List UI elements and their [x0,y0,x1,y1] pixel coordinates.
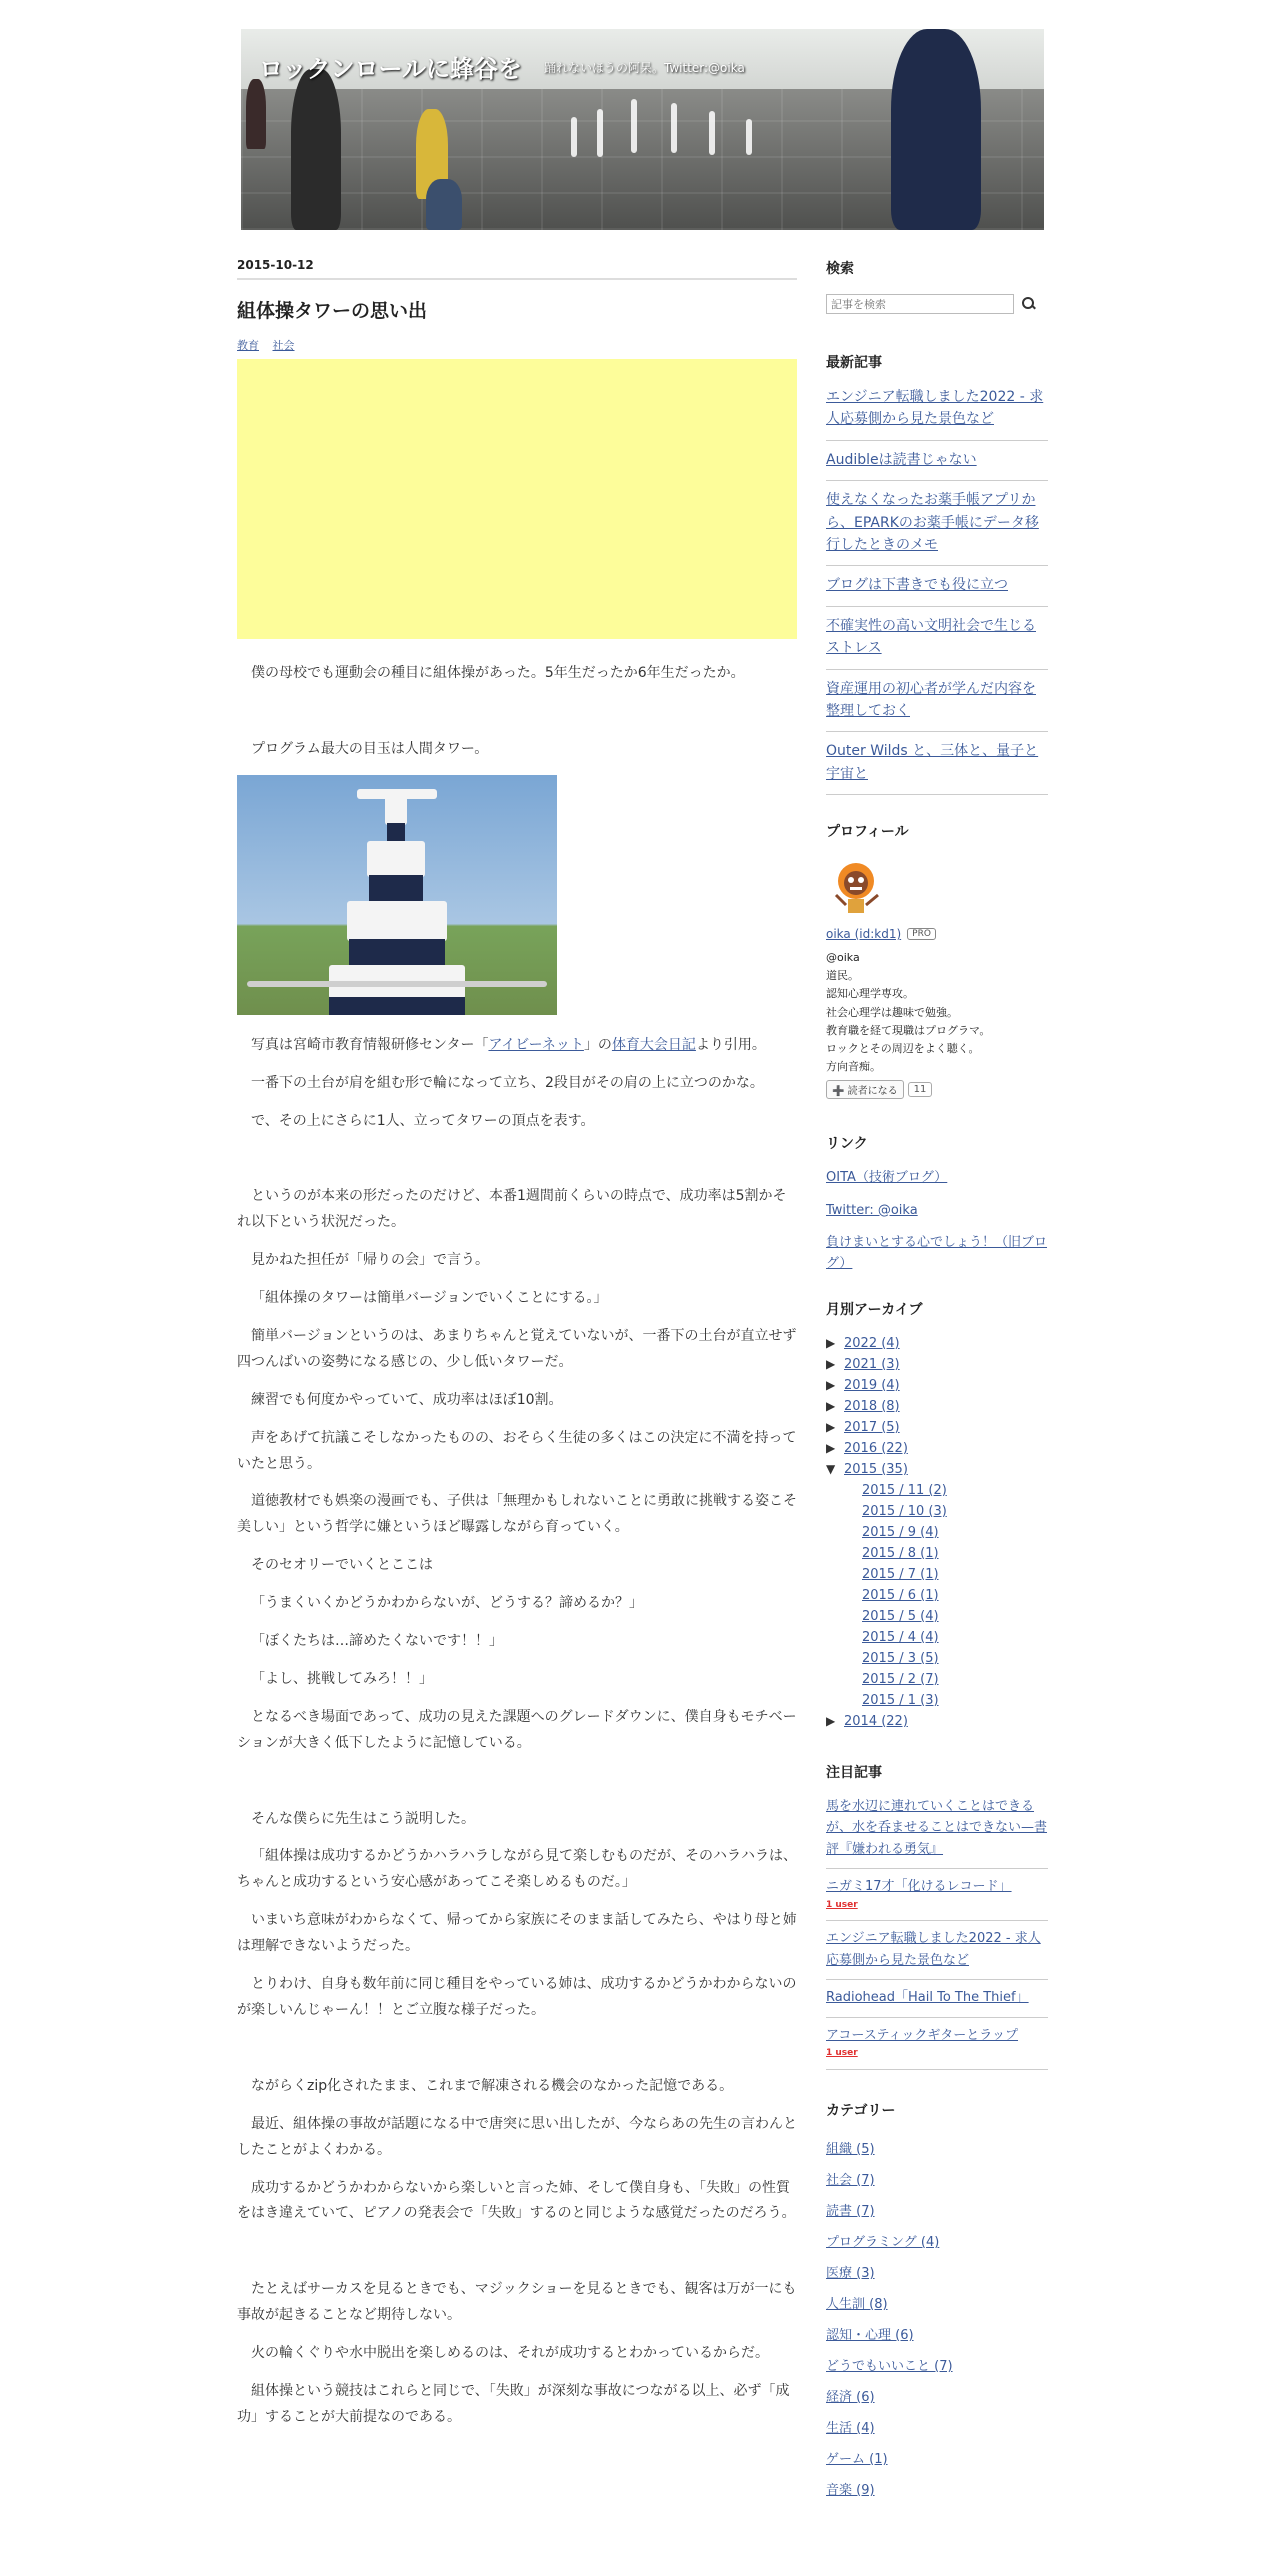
archive-month-link[interactable]: 2015 / 8 (1) [862,1545,939,1561]
site-description: 踊れないほうの阿呆。Twitter:@oika [544,61,745,75]
recent-entry-item [826,670,1048,733]
entry-paragraph: ながらくzip化されたまま、これまで解凍される機会のなかった記憶である。 [251,2077,734,2094]
featured-title: 注目記事 [826,1764,882,1781]
link-item [826,1167,1048,1188]
recent-entry-link[interactable]: ブログは下書きでも役に立つ [826,577,1008,594]
fountain-jet [709,111,715,155]
entry-body [237,661,797,2431]
fountain-jet [597,109,603,157]
category-link[interactable]: プログラミング (4) [826,2235,940,2250]
recent-entry-item [826,481,1048,566]
entry-paragraph: いまいち意味がわからなくて、帰ってから家族にそのまま話してみたら、やはり母と姉は理解できないようだった。 [237,1912,797,1955]
category-link[interactable]: 音楽 (9) [826,2483,875,2498]
featured-entry-link[interactable]: エンジニア転職しました2022 - 求人応募側から見た景色など [826,1931,1041,1968]
category-item [826,2382,1048,2413]
category-link[interactable]: 医療 (3) [826,2266,875,2281]
entry-categories [237,337,797,353]
entry-paragraph: 見かねた担任が「帰りの会」で言う。 [251,1252,489,1269]
archive-year-link[interactable]: 2022 (4) [844,1335,900,1351]
external-link[interactable]: OITA（技術ブログ） [826,1170,948,1186]
archive-year-item [826,1417,1048,1438]
entry-category-link[interactable]: 社会 [272,339,295,352]
site-title-link[interactable]: ロックンロールに蜂谷を [259,55,523,83]
sidebar [826,258,1048,2506]
archive-year-link[interactable]: 2016 (22) [844,1440,908,1456]
archive-year-item [826,1375,1048,1396]
fountain-jet [631,99,637,153]
entry-title[interactable]: 組体操タワーの思い出 [237,300,428,322]
archive-month-link[interactable]: 2015 / 9 (4) [862,1524,939,1540]
photo-credit: 写真は宮崎市教育情報研修センター「アイビーネット」の体育大会日記より引用。 [251,1036,766,1053]
recent-entry-link[interactable]: 資産運用の初心者が学んだ内容を整理しておく [826,680,1036,719]
archive-year-item [826,1711,1048,1732]
archive-month-link[interactable]: 2015 / 1 (3) [862,1692,939,1708]
category-item [826,2165,1048,2196]
subscribe-button[interactable]: ➕ 読者になる [826,1080,904,1099]
category-link[interactable]: 読書 (7) [826,2204,875,2219]
category-item [826,2227,1048,2258]
archive-month-item [826,1564,1048,1585]
archive-month-link[interactable]: 2015 / 11 (2) [862,1482,947,1498]
archive-year-link[interactable]: 2018 (8) [844,1398,900,1414]
featured-entry-item [826,2018,1048,2070]
category-link[interactable]: 社会 (7) [826,2173,875,2188]
bookmark-users-badge[interactable]: 1 user [826,2048,858,2059]
entry-category-link[interactable]: 教育 [237,339,259,352]
featured-entry-item [826,1796,1048,1869]
archive-month-item [826,1480,1048,1501]
entry-paragraph: 「うまくいくかどうかわからないが、どうする？諦めるか？」 [251,1595,643,1612]
featured-entry-link[interactable]: アコースティックギターとラップ [826,2027,1019,2043]
entry-paragraph: となるべき場面であって、成功の見えた課題へのグレードダウンに、僕自身もモチベーションが大きく低下したように記憶している。 [237,1708,797,1751]
links-module [826,1133,1048,1275]
archive-year-link[interactable]: 2021 (3) [844,1356,900,1372]
entry-paragraph: 火の輪くぐりや水中脱出を楽しめるのは、それが成功するとわかっているからだ。 [251,2345,769,2362]
featured-entry-item [826,1921,1048,1980]
category-item [826,2289,1048,2320]
category-item [826,2444,1048,2475]
recent-entry-link[interactable]: Audibleは読書じゃない [826,451,977,468]
expand-toggle-icon[interactable]: ▶ [826,1713,836,1728]
recent-entry-item [826,386,1048,441]
bookmark-users-badge[interactable]: 1 user [826,1899,858,1910]
entry-paragraph: とりわけ、自身も数年前に同じ種目をやっている姉は、成功するかどうかわからないのが楽しいんじゃーん！！とご立腹な様子だった。 [237,1976,797,2018]
fountain-jet [571,117,577,157]
featured-entry-item [826,1980,1048,2017]
credit-link-ivynet[interactable]: アイビーネット [488,1036,584,1053]
profile-title: プロフィール [826,824,909,841]
category-link[interactable]: 生活 (4) [826,2421,875,2436]
recent-entry-link[interactable]: 使えなくなったお薬手帳アプリから、EPARKのお薬手帳にデータ移行したときのメモ [826,492,1039,553]
entry-paragraph: 声をあげて抗議こそしなかったものの、おそらく生徒の多くはこの決定に不満を持っていたと思う。 [237,1429,797,1472]
entry-paragraph: 「組体操は成功するかどうかハラハラしながら見て楽しむものだが、そのハラハラは、ちゃんと成功するという安心感があってこそ楽しめるものだ。」 [237,1848,797,1891]
category-item [826,2320,1048,2351]
recent-entry-item [826,732,1048,795]
category-item [826,2134,1048,2165]
profile-line: 認知心理学専攻。 [826,987,914,1001]
category-link[interactable]: 経済 (6) [826,2390,875,2405]
search-icon[interactable] [1022,297,1036,311]
advertisement-placeholder[interactable] [237,359,797,639]
recent-entry-item [826,566,1048,606]
entry-paragraph: プログラム最大の目玉は人間タワー。 [251,740,489,757]
entry-paragraph: 練習でも何度かやっていて、成功率はほぼ10割。 [251,1391,563,1408]
recent-entry-link[interactable]: Outer Wilds と、三体と、量子と宇宙と [826,743,1039,782]
expand-toggle-icon[interactable]: ▶ [826,1440,836,1455]
external-link[interactable]: Twitter: @oika [826,1202,918,1218]
entry-paragraph: 簡単バージョンというのは、あまりちゃんと覚えていないが、一番下の土台が直立せず四つんばいの姿勢になる感じの、少し低いタワーだ。 [237,1328,797,1370]
entry-date: 2015-10-12 [237,258,797,280]
person-figure [291,69,341,230]
category-link[interactable]: ゲーム (1) [826,2452,888,2467]
entry-paragraph: 僕の母校でも運動会の種目に組体操があった。5年生だったか6年生だったか。 [251,665,745,681]
human-tower-photo [237,775,557,1015]
search-title: 検索 [826,261,854,277]
expand-toggle-icon[interactable]: ▶ [826,1398,836,1413]
links-title: リンク [826,1136,868,1153]
profile-line: @oika [826,951,860,965]
entry-paragraph: 「組体操のタワーは簡単バージョンでいくことにする。」 [251,1290,608,1307]
archive-year-link[interactable]: 2017 (5) [844,1419,900,1435]
profile-line: 道民。 [826,969,859,983]
profile-description [826,949,1048,1076]
archive-month-link[interactable]: 2015 / 5 (4) [862,1608,939,1624]
archive-module [826,1299,1048,1732]
search-input[interactable] [826,294,1014,314]
entry-paragraph: 組体操という競技はこれらと同じで、「失敗」が深刻な事故につながる以上、必ず「成功」することが大前提なのである。 [237,2382,790,2425]
fountain-jet [671,103,677,153]
external-link[interactable]: 負けまいとする心でしょう！（旧ブログ） [826,1234,1048,1272]
featured-entry-link[interactable]: Radiohead「Hail To The Thief」 [826,1990,1029,2006]
blog-header-banner [241,29,1044,230]
recent-entry-item [826,441,1048,481]
profile-line: ロックとその周辺をよく聴く。 [826,1041,980,1055]
archive-year-item [826,1333,1048,1354]
category-item [826,2258,1048,2289]
featured-entry-link[interactable]: 馬を水辺に連れていくことはできるが、水を呑ませることはできない—書評『嫌われる勇気』 [826,1798,1048,1857]
search-module [826,258,1048,314]
recent-entries-module [826,352,1048,795]
archive-month-item [826,1585,1048,1606]
child-figure [246,79,266,149]
entry-paragraph: 一番下の土台が肩を組む形で輪になって立ち、2段目がその肩の上に立つのかな。 [251,1074,764,1091]
archive-year-item [826,1438,1048,1459]
archive-month-item [826,1501,1048,1522]
archive-year-link[interactable]: 2015 (35) [844,1461,908,1477]
link-item [826,1232,1048,1275]
entry-paragraph: 成功するかどうかわからないから楽しいと言った姉、そして僕自身も、「失敗」の性質をはき違えていて、ピアノの発表会で「失敗」するのと同じような感覚だったのだろう。 [237,2179,796,2222]
entry-paragraph: 最近、組体操の事故が話題になる中で唐突に思い出したが、今ならあの先生の言わんとしたことがよくわかる。 [237,2115,797,2158]
archive-month-item [826,1627,1048,1648]
archive-month-link[interactable]: 2015 / 2 (7) [862,1671,939,1687]
profile-line: 方向音痴。 [826,1059,881,1073]
fountain-jet [746,119,752,155]
archive-month-link[interactable]: 2015 / 3 (5) [862,1650,939,1666]
expand-toggle-icon[interactable]: ▼ [826,1461,836,1476]
profile-name-link[interactable]: oika (id:kd1) [826,927,902,942]
archive-month-link[interactable]: 2015 / 6 (1) [862,1587,939,1603]
featured-entry-link[interactable]: ニガミ17才「化けるレコード」 [826,1879,1012,1895]
recent-entry-link[interactable]: 不確実性の高い文明社会で生じるストレス [826,617,1036,657]
archive-month-link[interactable]: 2015 / 10 (3) [862,1503,947,1519]
expand-toggle-icon[interactable]: ▶ [826,1356,836,1371]
entry-paragraph: そのセオリーでいくとここは [251,1557,433,1574]
entry-article [237,258,797,2443]
archive-month-item [826,1543,1048,1564]
archive-month-item [826,1522,1048,1543]
avatar[interactable] [826,855,886,919]
archive-month-link[interactable]: 2015 / 7 (1) [862,1566,939,1582]
recent-entry-item [826,607,1048,670]
entry-paragraph: で、その上にさらに1人、立ってタワーの頂点を表す。 [251,1112,595,1129]
archive-month-item [826,1606,1048,1627]
child-figure [426,179,462,230]
profile-line: 社会心理学は趣味で勉強。 [826,1005,958,1019]
archive-month-link[interactable]: 2015 / 4 (4) [862,1629,939,1645]
archive-month-item [826,1669,1048,1690]
pro-badge: PRO [907,928,936,940]
category-item [826,2351,1048,2382]
archive-year-item [826,1459,1048,1480]
category-link[interactable]: 組織 (5) [826,2142,875,2157]
category-link[interactable]: 人生訓 (8) [826,2297,888,2312]
category-module [826,2100,1048,2506]
entry-paragraph: というのが本来の形だったのだけど、本番1週間前くらいの時点で、成功率は5割かそれ以下という状況だった。 [237,1188,787,1231]
archive-year-item [826,1396,1048,1417]
category-link[interactable]: どうでもいいこと (7) [826,2359,953,2374]
category-item [826,2475,1048,2506]
recent-entry-link[interactable]: エンジニア転職しました2022 - 求人応募側から見た景色など [826,389,1044,428]
archive-title: 月別アーカイブ [826,1301,923,1318]
entry-paragraph: 「ぼくたちは…諦めたくないです！！」 [251,1633,503,1650]
profile-line: 教育職を経て現職はプログラマ。 [826,1023,991,1037]
category-item [826,2413,1048,2444]
archive-year-link[interactable]: 2019 (4) [844,1377,900,1393]
child-figure [891,29,981,230]
archive-month-item [826,1648,1048,1669]
archive-year-link[interactable]: 2014 (22) [844,1713,908,1729]
expand-toggle-icon[interactable]: ▶ [826,1335,836,1350]
archive-month-item [826,1690,1048,1711]
featured-module [826,1762,1048,2070]
entry-paragraph: 「よし、挑戦してみろ！！」 [251,1670,433,1687]
credit-link-sports-diary[interactable]: 体育大会日記 [611,1036,696,1053]
expand-toggle-icon[interactable]: ▶ [826,1419,836,1434]
profile-module [826,821,1048,1099]
entry-paragraph: たとえばサーカスを見るときでも、マジックショーを見るときでも、観客は万が一にも事故が起きることなど期待しない。 [237,2281,797,2324]
entry-paragraph: 道徳教材でも娯楽の漫画でも、子供は「無理かもしれないことに勇敢に挑戦する姿こそ美しい」という哲学に嫌というほど曝露しながら育っていく。 [237,1493,797,1536]
archive-year-item [826,1354,1048,1375]
featured-entry-item [826,1869,1048,1921]
recent-entries-title: 最新記事 [826,355,882,371]
category-title: カテゴリー [826,2103,896,2119]
subscriber-count: 11 [908,1082,933,1097]
category-item [826,2196,1048,2227]
expand-toggle-icon[interactable]: ▶ [826,1377,836,1392]
link-item [826,1200,1048,1221]
entry-paragraph: そんな僕らに先生はこう説明した。 [251,1810,475,1827]
category-link[interactable]: 認知・心理 (6) [826,2328,914,2343]
